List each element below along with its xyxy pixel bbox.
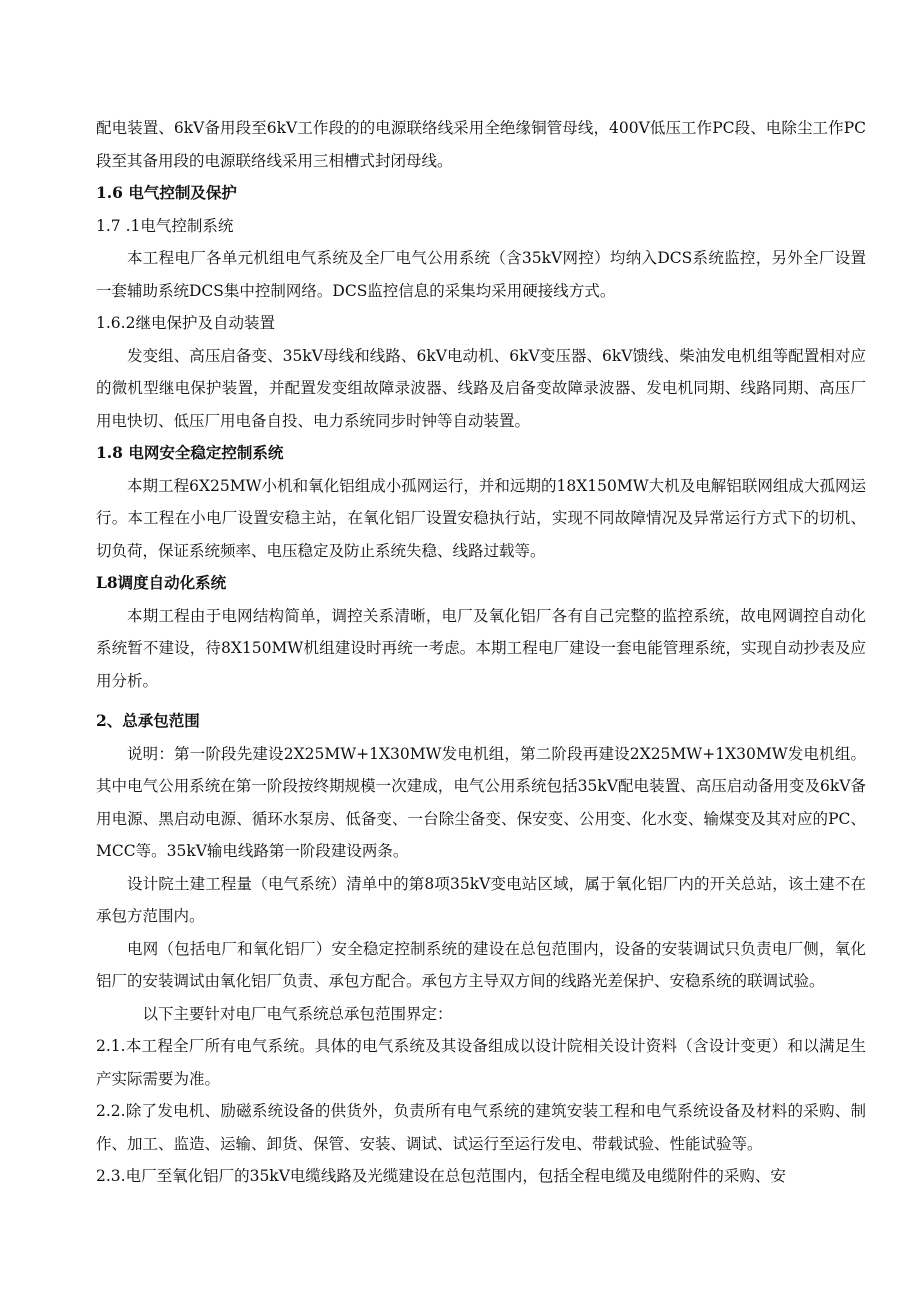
heading-1-6-2-relay-protection: 1.6.2继电保护及自动装置 bbox=[96, 314, 275, 332]
paragraph-relay-devices: 发变组、高压启备变、35kV母线和线路、6kV电动机、6kV变压器、6kV馈线、柴油发电机组等配置相对应的微机型继电保护装置，并配置发变组故障录波器、线路及启备变故障录波器、发电机同期、线路同期、高压厂用电快切、低压厂用电备自投、电力系统同步时钟等自动装置。 bbox=[96, 346, 866, 430]
section-gap bbox=[96, 697, 866, 705]
document-page bbox=[96, 112, 866, 1193]
paragraph-2-1: 2.1.本工程全厂所有电气系统。具体的电气系统及其设备组成以设计院相关设计资料（含设计变更）和以满足生产实际需要为准。 bbox=[96, 1037, 866, 1088]
heading-1-8-grid-stability: 1.8 电网安全稳定控制系统 bbox=[96, 443, 284, 462]
paragraph-dispatch-automation: 本期工程由于电网结构简单，调控关系清晰，电厂及氧化铝厂各有自己完整的监控系统，故电网调控自动化系统暂不建设，待8X150MW机组建设时再统一考虑。本期工程电厂建设一套电能管理系统，实现自动抄表及应用分析。 bbox=[96, 606, 866, 690]
heading-2-contract-scope: 2、总承包范围 bbox=[96, 711, 200, 730]
heading-dispatch-automation: L8调度自动化系统 bbox=[96, 573, 227, 592]
paragraph-scope-description: 说明：第一阶段先建设2X25MW+1X30MW发电机组，第二阶段再建设2X25MW+1X30MW发电机组。其中电气公用系统在第一阶段按终期规模一次建成，电气公用系统包括35kV配电装置、高压启动备用变及6kV备用电源、黑启动电源、循环水泵房、低备变、一台除尘备变、保安变、公用变、化水变、输煤变及其对应的PC、MCC等。35kV输电线路第一阶段建设两条。 bbox=[96, 744, 866, 860]
paragraph-scope-intro: 以下主要针对电厂电气系统总承包范围界定： bbox=[142, 1004, 453, 1023]
paragraph-stability-control-scope: 电网（包括电厂和氧化铝厂）安全稳定控制系统的建设在总包范围内，设备的安装调试只负责电厂侧，氧化铝厂的安装调试由氧化铝厂负责、承包方配合。承包方主导双方间的线路光差保护、安稳系统的联调试验。 bbox=[96, 939, 866, 990]
paragraph-dcs-monitoring: 本工程电厂各单元机组电气系统及全厂电气公用系统（含35kV网控）均纳入DCS系统监控，另外全厂设置一套辅助系统DCS集中控制网络。DCS监控信息的采集均采用硬接线方式。 bbox=[96, 249, 866, 300]
paragraph-civil-works: 设计院土建工程量（电气系统）清单中的第8项35kV变电站区域，属于氧化铝厂内的开关总站，该土建不在承包方范围内。 bbox=[96, 874, 866, 925]
paragraph-switchgear-busbar: 配电装置、6kV备用段至6kV工作段的的电源联络线采用全绝缘铜管母线，400V低压工作PC段、电除尘工作PC段至其备用段的电源联络线采用三相槽式封闭母线。 bbox=[96, 119, 866, 170]
paragraph-2-3: 2.3.电厂至氧化铝厂的35kV电缆线路及光缆建设在总包范围内，包括全程电缆及电缆附件的采购、安 bbox=[96, 1167, 786, 1185]
paragraph-grid-stability: 本期工程6X25MW小机和氧化铝组成小孤网运行，并和远期的18X150MW大机及电解铝联网组成大孤网运行。本工程在小电厂设置安稳主站，在氧化铝厂设置安稳执行站，实现不同故障情况及异常运行方式下的切机、切负荷，保证系统频率、电压稳定及防止系统失稳、线路过载等。 bbox=[96, 476, 866, 560]
paragraph-2-2: 2.2.除了发电机、励磁系统设备的供货外，负责所有电气系统的建筑安装工程和电气系统设备及材料的采购、制作、加工、监造、运输、卸货、保管、安装、调试、试运行至运行发电、带载试验、性能试验等。 bbox=[96, 1102, 866, 1153]
heading-1-6-electrical-control: 1.6 电气控制及保护 bbox=[96, 183, 237, 202]
heading-1-7-1-control-system: 1.7 .1电气控制系统 bbox=[96, 216, 234, 235]
